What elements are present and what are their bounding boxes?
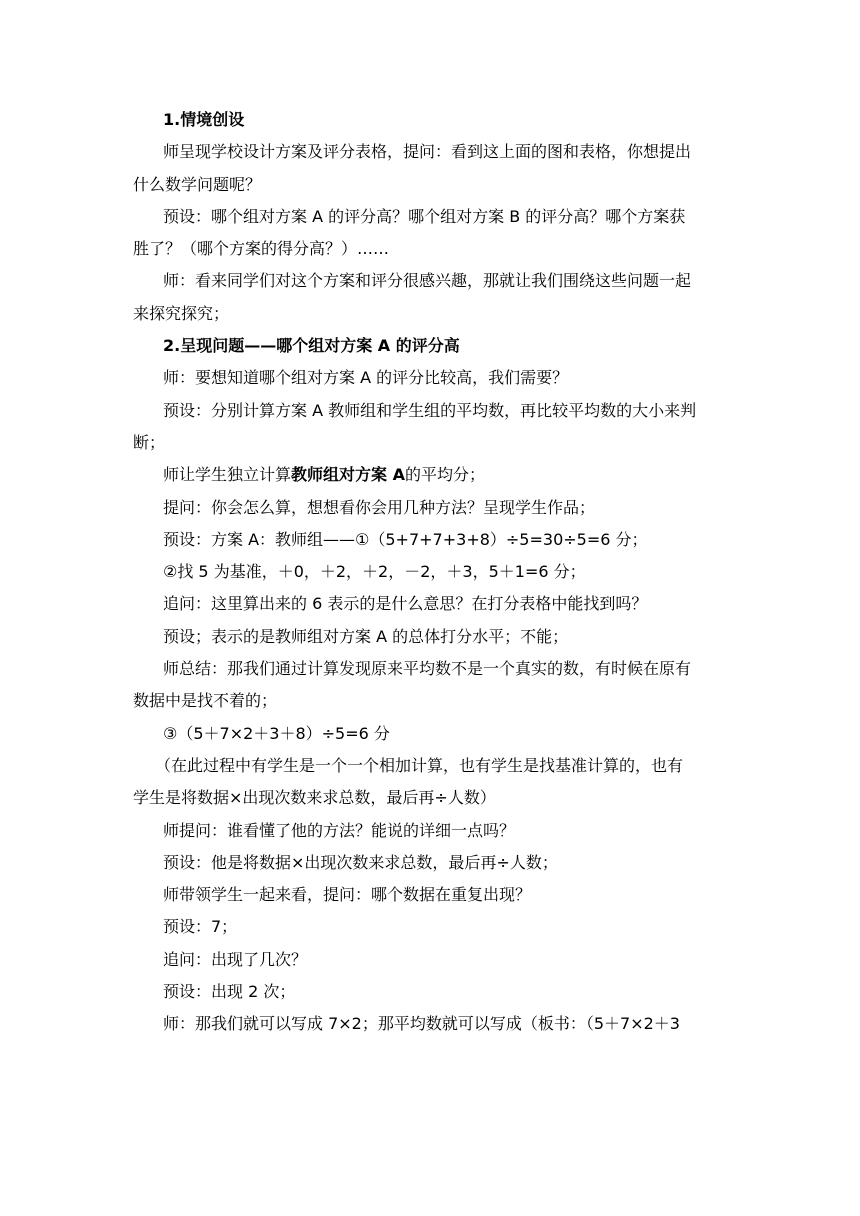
document-page [133,104,733,1041]
paragraph-line: ③（5＋7×2＋3＋8）÷5=6 分 [163,723,390,743]
paragraph-line: 师提问：谁看懂了他的方法？能说的详细一点吗？ [163,820,516,840]
section-heading-2: 2.呈现问题——哪个组对方案 A 的评分高 [163,336,460,356]
paragraph-line: 提问：你会怎么算，想想看你会用几种方法？呈现学生作品； [163,497,596,517]
paragraph-line: 师呈现学校设计方案及评分表格，提问：看到这上面的图和表格，你想提出 [163,142,692,162]
line-suffix: 的平均分； [404,465,485,485]
paragraph-line: 追问：这里算出来的 6 表示的是什么意思？在打分表格中能找到吗？ [163,594,648,614]
section-heading-1: 1.情境创设 [163,110,245,129]
paragraph-line: 预设：他是将数据×出现次数来求总数，最后再÷人数； [163,852,558,872]
paragraph-line: 预设：方案 A：教师组——①（5+7+7+3+8）÷5=30÷5=6 分； [163,529,648,549]
paragraph-line: 预设：出现 2 次； [163,982,296,1002]
paragraph-line: 师：那我们就可以写成 7×2；那平均数就可以写成（板书：（5＋7×2＋3 [163,1014,680,1034]
paragraph-line: 师带领学生一起来看，提问：哪个数据在重复出现？ [163,885,532,905]
paragraph-line: 断； [133,432,166,452]
paragraph-line: 学生是将数据×出现次数来求总数，最后再÷人数） [133,788,496,808]
paragraph-line: 预设：哪个组对方案 A 的评分高？哪个组对方案 B 的评分高？哪个方案获 [163,206,686,226]
paragraph-line: 师总结：那我们通过计算发现原来平均数不是一个真实的数，有时候在原有 [163,659,692,679]
paragraph-line: 预设：分别计算方案 A 教师组和学生组的平均数，再比较平均数的大小来判 [163,400,697,420]
paragraph-line: ②找 5 为基准，＋0，＋2，＋2，－2，＋3，5＋1=6 分； [163,562,586,582]
paragraph-line: 来探究探究； [133,303,230,323]
paragraph-line: （在此过程中有学生是一个一个相加计算，也有学生是找基准计算的，也有 [155,755,684,775]
bold-phrase: 教师组对方案 A [291,465,405,485]
paragraph-line: 追问：出现了几次？ [163,949,308,969]
paragraph-line: 预设；表示的是教师组对方案 A 的总体打分水平；不能； [163,626,569,646]
paragraph-line: 什么数学问题呢？ [133,174,262,194]
paragraph-line: 胜了？（哪个方案的得分高？）…… [133,239,390,259]
paragraph-line: 数据中是找不着的； [133,691,278,711]
paragraph-line: 师：要想知道哪个组对方案 A 的评分比较高，我们需要？ [163,368,569,388]
line-prefix: 师让学生独立计算 [163,465,292,485]
paragraph-line: 师：看来同学们对这个方案和评分很感兴趣，那就让我们围绕这些问题一起 [163,271,692,291]
paragraph-line-mixed [133,459,733,491]
paragraph-line: 预设：7； [163,917,238,937]
